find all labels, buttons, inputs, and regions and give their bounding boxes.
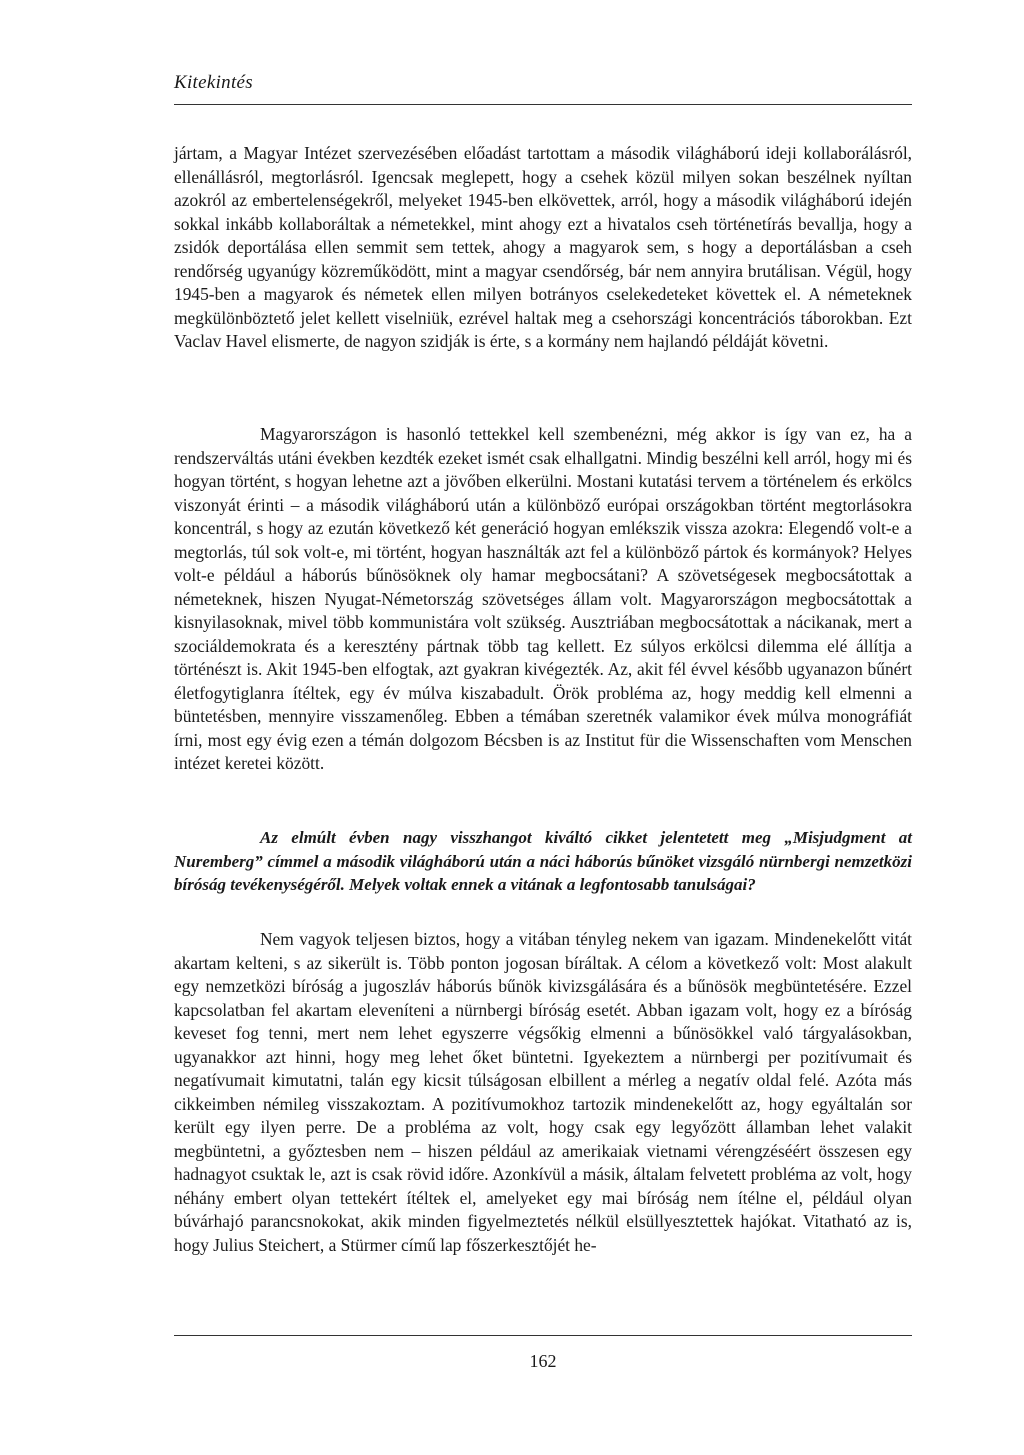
- interview-answer: [174, 928, 912, 1257]
- running-head-title: Kitekintés: [174, 72, 253, 93]
- page-number: 162: [529, 1351, 557, 1371]
- paragraph-text: Magyarországon is hasonló tettekkel kell szembenézni, még akkor is így van ez, ha a rendszerváltás utáni években kezdték ezeket ismét csak elhallgatni. Mindig beszélni kell arról, hogy mi és hogyan történt, s hogyan lehetne azt a jövőben elkerülni. Mostani kutatási tervem a történelem és erkölcs viszonyát érinti – a második világháború után a különböző európai országokban történt megtorlásokra koncentrál, s hogy az ezután következő két generáció hogyan emlékszik vissza azokra: Elegendő volt-e a megtorlás, túl sok volt-e, mi történt, hogyan használták azt fel a különböző pártok és kormányok? Helyes volt-e például a háborús bűnösöknek oly hamar megbocsátani? A szövetségesek megbocsátottak a németeknek, hiszen Nyugat-Németország szövetséges állam volt. Magyarországon megbocsátottak a kisnyilasoknak, mivel több kommunistára volt szükség. Ausztriában megbocsátottak a nácikanak, mert a szociáldemokrata és a keresztény pártnak több tag kellett. Ez súlyos erkölcsi dilemma elé állítja a történészt is. Akit 1945-ben elfogtak, azt gyakran kivégezték. Az, akit fél évvel később ugyanazon bűnért életfogytiglanra ítéltek, egy év múlva kiszabadult. Örök probléma az, hogy meddig kell elmenni a büntetésben, mennyire visszamenőleg. Ebben a témában szeretnék valamikor évek múlva monográfiát írni, most egy évig ezen a témán dolgozom Bécsben is az Institut für die Wissenschaften vom Menschen intézet keretei között.: [174, 424, 912, 773]
- header-divider: [174, 104, 912, 105]
- body-paragraph-1: [174, 142, 912, 354]
- body-paragraph-2: [174, 423, 912, 776]
- answer-text: Nem vagyok teljesen biztos, hogy a vitában tényleg nekem van igazam. Mindenekelőtt vitát akartam kelteni, s az sikerült is. Több ponton jogosan bíráltak. A célom a következő volt: Most alakult egy nemzetközi bíróság a jugoszláv háborús bűnök kivizsgálására és a bűnösök megbüntetésére. Ezzel kapcsolatban fel akartam eleveníteni a nürnbergi bíróság esetét. Abban igazam volt, hogy ez a bíróság keveset fog tenni, mert nem lehet egyszerre végsőkig elmenni a bűnösökkel való tárgyalásokban, ugyanakkor azt hinni, hogy meg lehet őket büntetni. Igyekeztem a nürnbergi per pozitívumait és negatívumait kimutatni, talán egy kicsit túlságosan elbillent a mérleg a negatív oldal felé. Azóta más cikkeimben némileg visszakoztam. A pozitívumokhoz tartozik mindenekelőtt az, hogy egyáltalán sor került egy ilyen perre. De a probléma az volt, hogy csak egy legyőzött államban lehet valakit megbüntetni, a győztesben nem – hiszen például az amerikaiak vietnami vérengzéséért összesen egy hadnagyot csuktak le, azt is csak rövid időre. Azonkívül a másik, általam felvetett probléma az volt, hogy néhány embert olyan tettekért ítéltek el, amelyeket egy mai bíróság nem ítélne el, például olyan búvárhajó parancsnokokat, akik minden figyelmeztetés nélkül elsüllyesztettek hajókat. Vitatható az is, hogy Julius Steichert, a Stürmer című lap főszerkesztőjét he-: [174, 929, 912, 1255]
- interview-question: [174, 826, 912, 897]
- footer-divider: [174, 1335, 912, 1336]
- question-text: Az elmúlt évben nagy visszhangot kiváltó cikket jelentetett meg „Misjudgment at Nuremberg” címmel a második világháború után a náci háborús bűnöket vizsgáló nürnbergi nemzetközi bíróság tevékenységéről. Melyek voltak ennek a vitának a legfontosabb tanulságai?: [174, 828, 912, 894]
- paragraph-text: jártam, a Magyar Intézet szervezésében előadást tartottam a második világháború ideji kollaborálásról, ellenállásról, megtorlásról. Igencsak meglepett, hogy a csehek közül milyen sokan beszélnek nyíltan azokról az embertelenségekről, melyeket 1945-ben elkövettek, arról, hogy a második világháború idején sokkal inkább kollaboráltak a németekkel, mint ahogy ezt a hivatalos cseh történetírás bevallja, hogy a zsidók deportálása ellen semmit sem tettek, ahogy a magyarok sem, s hogy a deportálásban a cseh rendőrség ugyanúgy közreműködött, mint a magyar csendőrség, bár nem annyira brutálisan. Végül, hogy 1945-ben a magyarok és németek ellen milyen botrányos cselekedeteket követtek el. A németeknek megkülönböztető jelet kellett viselniük, ezrével haltak meg a csehországi koncentrációs táborokban. Ezt Vaclav Havel elismerte, de nagyon szidják is érte, s a kormány nem hajlandó példáját követni.: [174, 143, 912, 351]
